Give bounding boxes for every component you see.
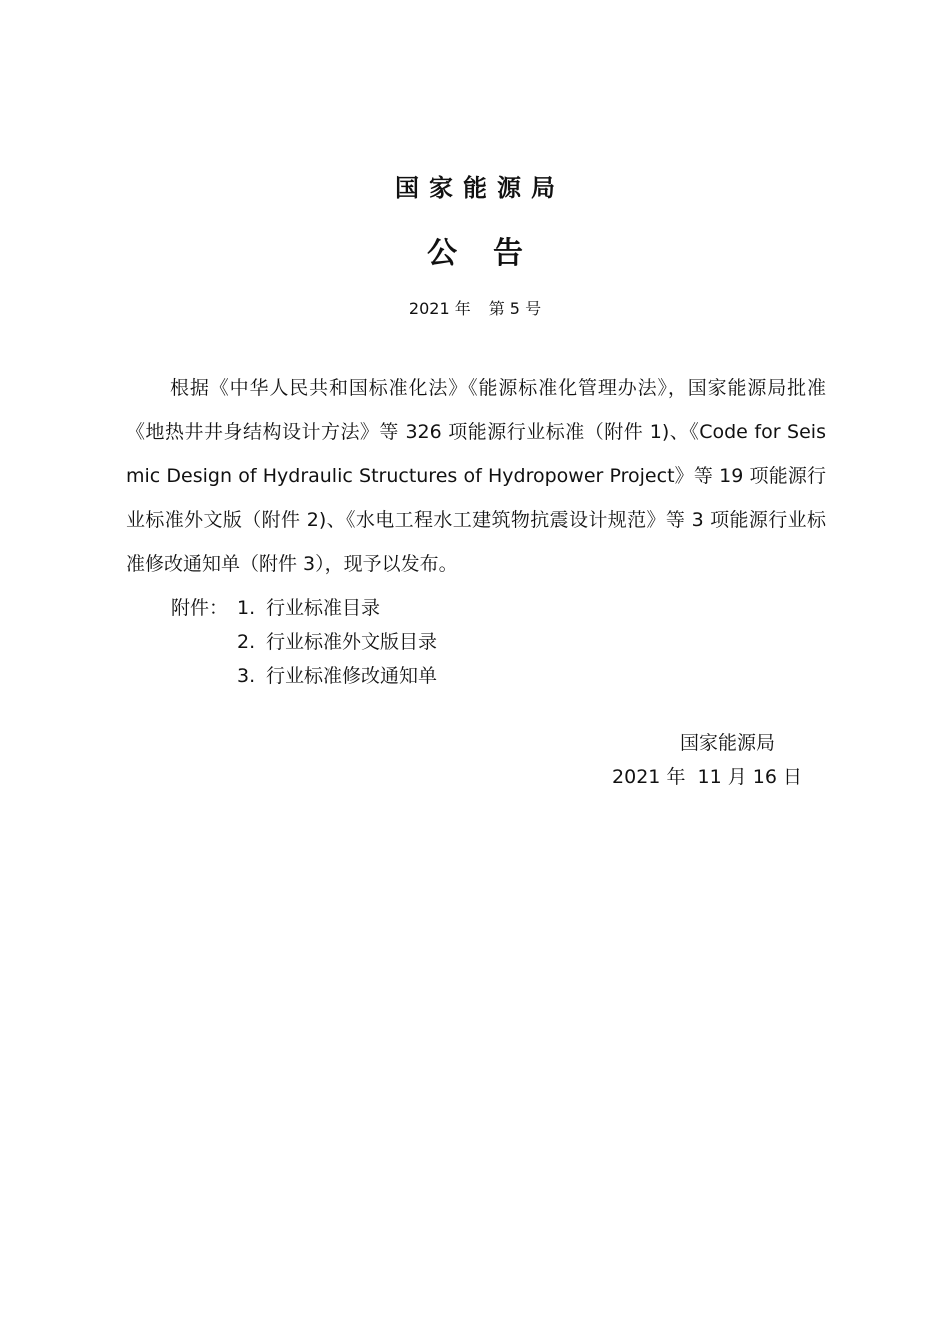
attachment-number: 1. xyxy=(237,597,256,619)
attachments-lead: 附件： xyxy=(171,597,229,619)
signature-date: 2021 年 11 月 16 日 xyxy=(612,766,802,788)
attachment-label: 行业标准修改通知单 xyxy=(266,665,438,687)
attachment-label: 行业标准目录 xyxy=(266,597,381,619)
agency-title: 国家能源局 xyxy=(395,174,565,202)
announcement-body: 根据《中华人民共和国标准化法》《能源标准化管理办法》，国家能源局批准《地热井井身结构设计方法》等 326 项能源行业标准（附件 1)、《Code for Seismic Design of Hydraulic Structures of Hydropower Project》等 19 项能源行业标准外文版（附件 2)、《水电工程水工建筑物抗震设计规范》等 3 项能源行业标准修改通知单（附件 3），现予以发布。 xyxy=(126,377,826,575)
attachments-list xyxy=(171,591,437,693)
document-year: 2021 年 xyxy=(408,299,471,318)
attachment-number: 2. xyxy=(237,631,256,653)
attachment-item xyxy=(171,591,437,625)
attachment-label: 行业标准外文版目录 xyxy=(266,631,438,653)
document-issue: 第 5 号 xyxy=(488,299,542,318)
document-number xyxy=(0,296,950,319)
attachment-item xyxy=(171,625,437,659)
signature-org: 国家能源局 xyxy=(679,732,775,754)
attachment-item xyxy=(171,659,437,693)
attachment-number: 3. xyxy=(237,665,256,687)
document-title: 公告 xyxy=(427,236,559,271)
signature-block xyxy=(612,726,802,794)
